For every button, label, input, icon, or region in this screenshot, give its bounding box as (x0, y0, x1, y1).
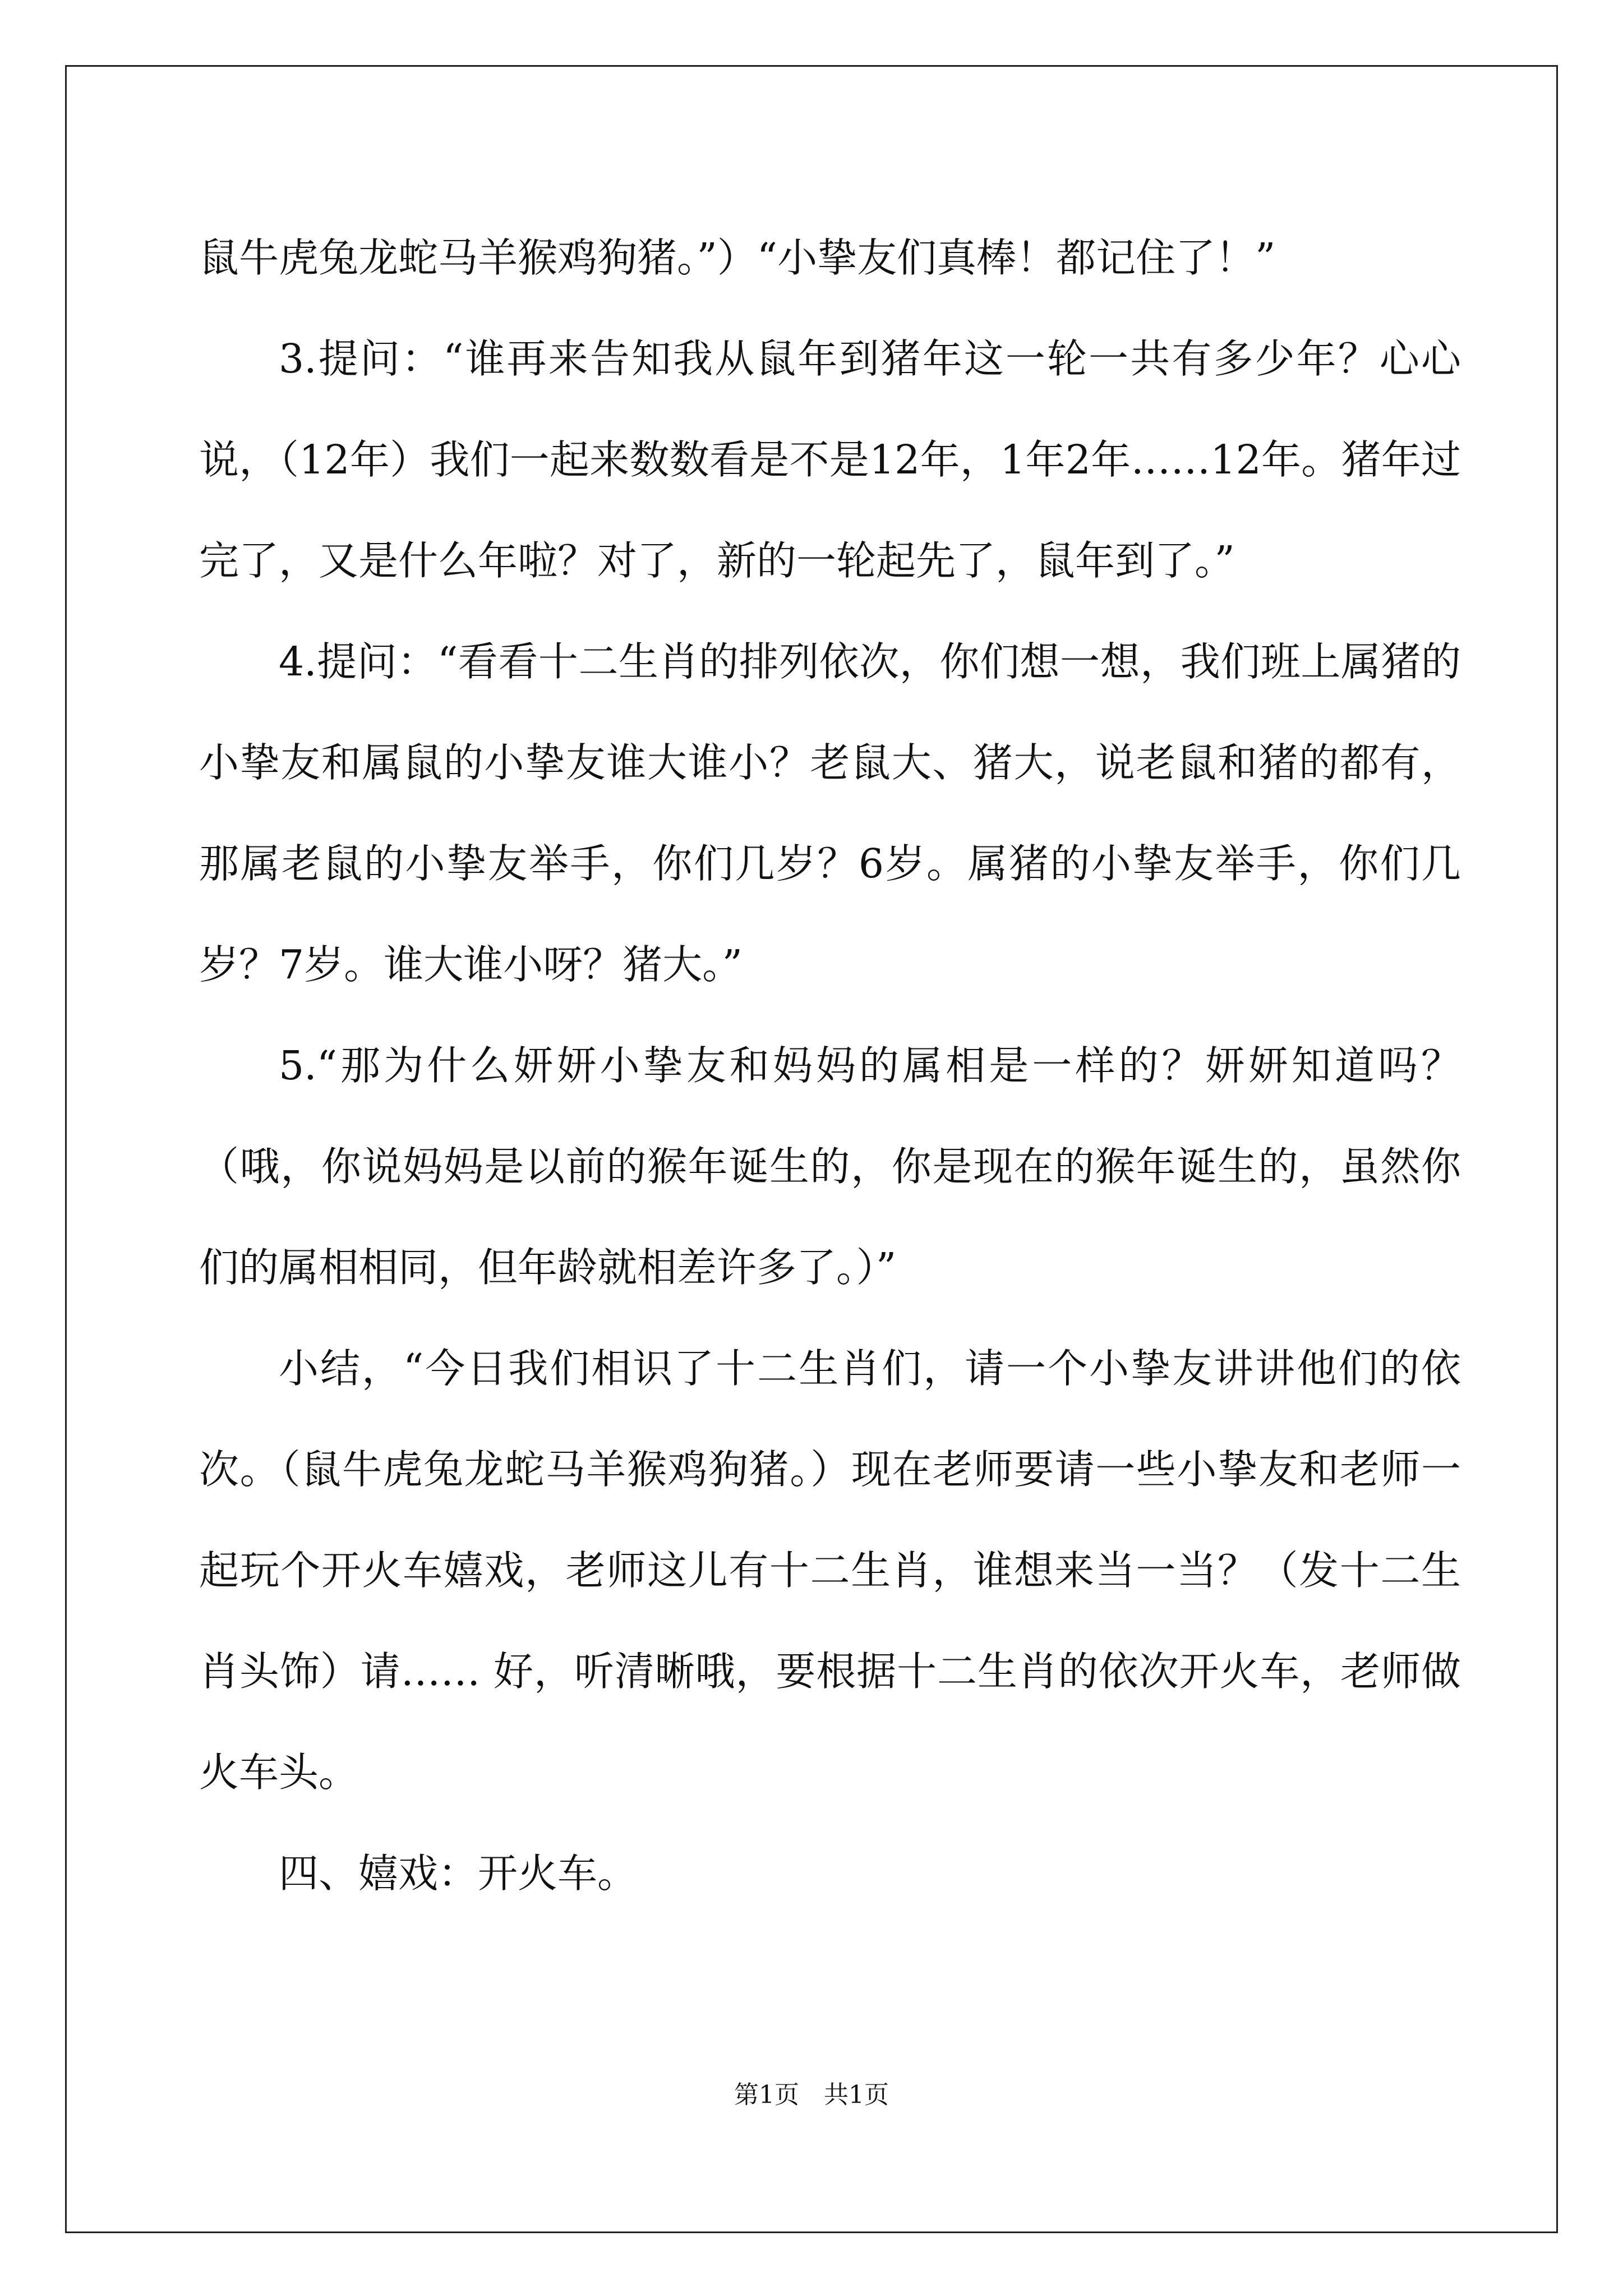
paragraph-1: 鼠牛虎兔龙蛇马羊猴鸡狗猪。”）“小挚友们真棒！都记住了！” (199, 234, 1276, 281)
paragraph-5: 小结，“今日我们相识了十二生肖们，请一个小挚友讲讲他们的依次。（鼠牛虎兔龙蛇马羊猴鸡狗猪。）现在老师要请一些小挚友和老师一起玩个开火车嬉戏，老师这儿有十二生肖，谁想来当一当？（发十二生肖头饰）请…… 好，听清晰哦，要根据十二生肖的依次开火车，老师做火车头。 (199, 1345, 1461, 1796)
paragraph-6: 四、嬉戏：开火车。 (279, 1850, 638, 1897)
page-number-footer: 第1页 共1页 (734, 2081, 889, 2109)
paragraph-3: 4.提问：“看看十二生肖的排列依次，你们想一想，我们班上属猪的小挚友和属鼠的小挚友谁大谁小？老鼠大、猪大，说老鼠和猪的都有，那属老鼠的小挚友举手，你们几岁？6岁。属猪的小挚友举手，你们几岁？7岁。谁大谁小呀？猪大。” (199, 638, 1461, 988)
paragraph-2: 3.提问：“谁再来告知我从鼠年到猪年这一轮一共有多少年？心心说，（12年）我们一起来数数看是不是12年，1年2年……12年。猪年过完了，又是什么年啦？对了，新的一轮起先了，鼠年到了。” (199, 335, 1461, 584)
paragraph-4: 5.“那为什么妍妍小挚友和妈妈的属相是一样的？妍妍知道吗？（哦，你说妈妈是以前的猴年诞生的，你是现在的猴年诞生的，虽然你们的属相相同，但年龄就相差许多了。）” (199, 1042, 1461, 1291)
document-body (199, 208, 1461, 1924)
